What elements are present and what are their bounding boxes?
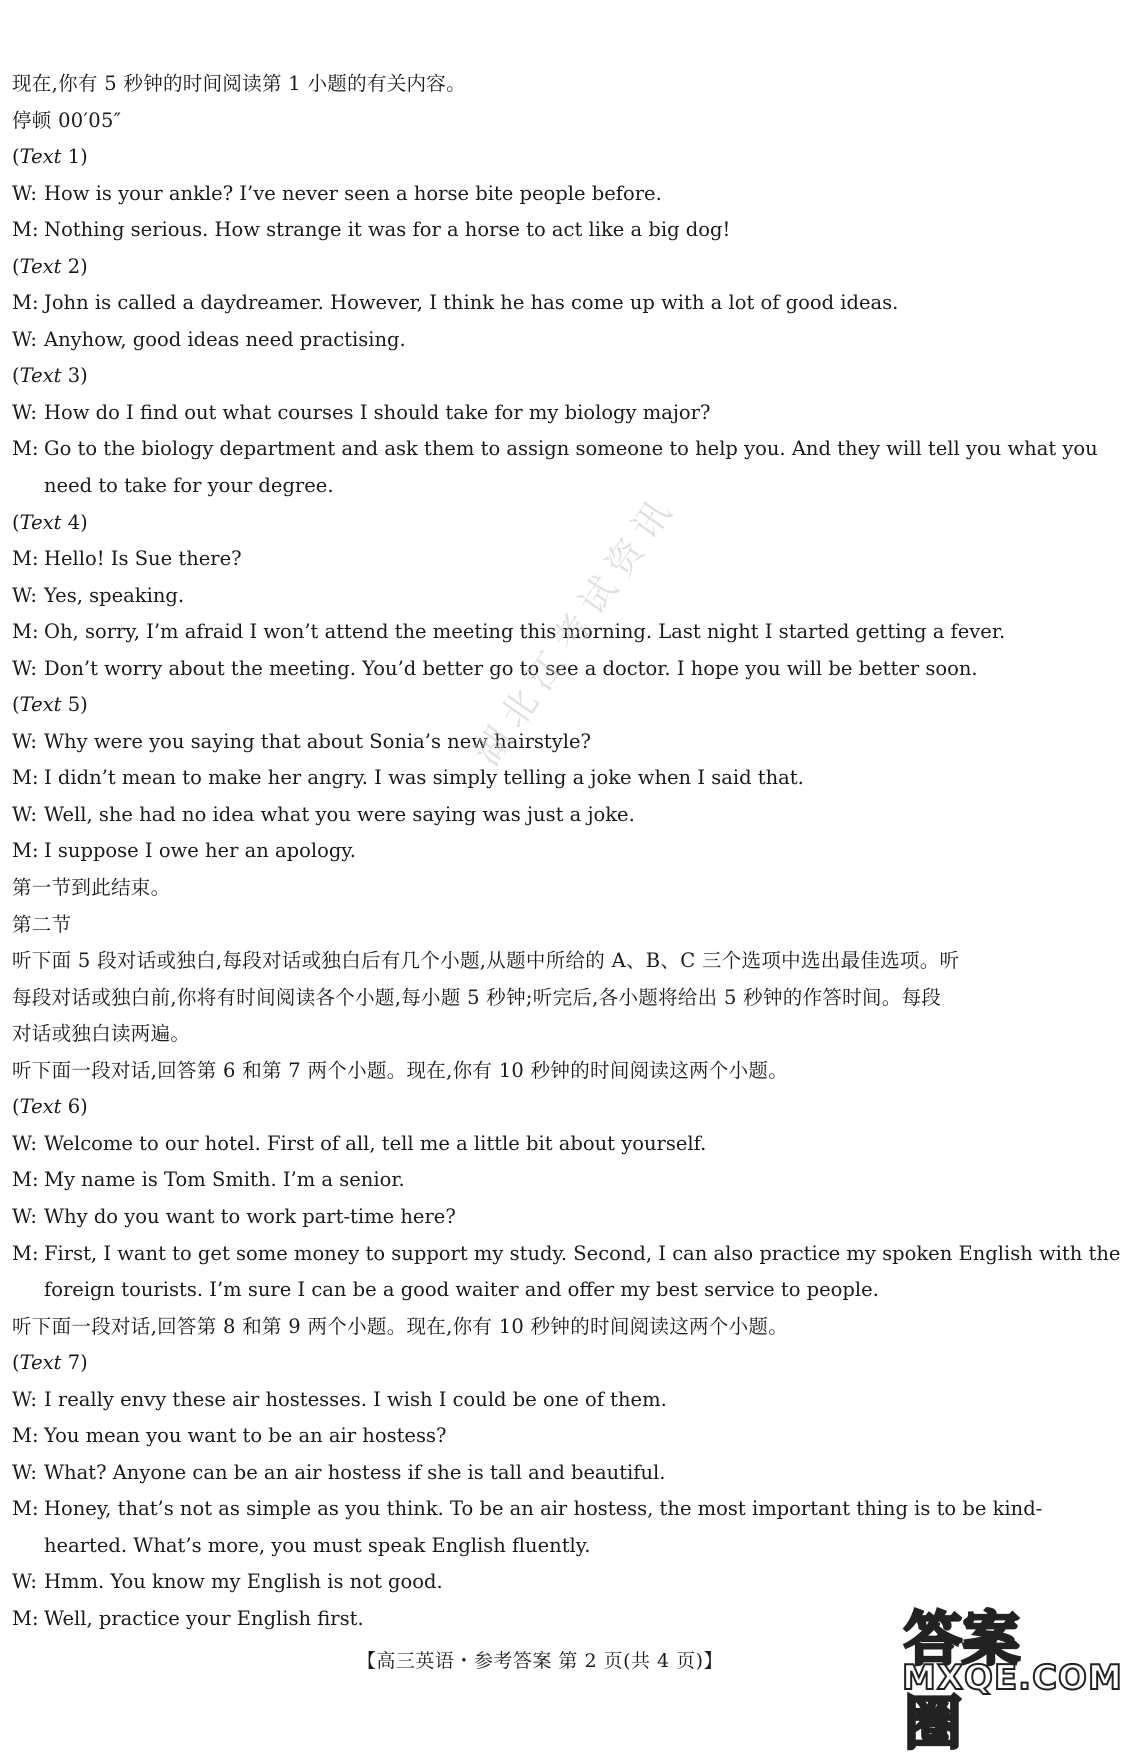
dialogue-continuation: hearted. What’s more, you must speak English fluently. (44, 1533, 591, 1557)
dialogue-line (12, 1236, 1121, 1273)
instruction-line: 听下面一段对话,回答第 8 和第 9 两个小题。现在,你有 10 秒钟的时间阅读这两个小题。 (12, 1314, 789, 1338)
speaker-label: W: (12, 1131, 37, 1155)
speaker-label: M: (12, 291, 39, 315)
text-label-word: Text (19, 254, 62, 278)
dialogue-text: Nothing serious. How strange it was for a horse to act like a big dog! (44, 218, 731, 242)
dialogue-text: How is your ankle? I’ve never seen a horse bite people before. (44, 181, 662, 205)
speaker-label: M: (12, 1606, 39, 1630)
dialogue-line (12, 833, 1072, 870)
text-label: (Text 5) (12, 693, 88, 717)
text-label: (Text 1) (12, 145, 88, 169)
speaker-label: W: (12, 1204, 37, 1228)
dialogue-line (12, 322, 1072, 359)
speaker-label: M: (12, 766, 39, 790)
dialogue-line (12, 1418, 1072, 1455)
dialogue-line (12, 395, 1072, 432)
text-label-word: Text (19, 1095, 62, 1119)
instruction-line: 停顿 00′05″ (12, 108, 122, 132)
instruction-line: 听下面一段对话,回答第 6 和第 7 两个小题。现在,你有 10 秒钟的时间阅读这两个小题。 (12, 1058, 789, 1082)
dialogue-line (12, 212, 1072, 249)
dialogue-line (12, 1382, 1072, 1419)
dialogue-text: Welcome to our hotel. First of all, tell me a little bit about yourself. (44, 1131, 707, 1155)
site-logo (898, 1592, 1123, 1757)
dialogue-line (12, 1455, 1072, 1492)
dialogue-text: Go to the biology department and ask them to assign someone to help you. And they will tell you what you (44, 437, 1098, 461)
instruction-line: 听下面 5 段对话或独白,每段对话或独白后有几个小题,从题中所给的 A、B、C 三个选项中选出最佳选项。听 (12, 949, 960, 973)
dialogue-text: How do I find out what courses I should take for my biology major? (44, 400, 711, 424)
speaker-label: M: (12, 1497, 39, 1521)
speaker-label: M: (12, 547, 39, 571)
dialogue-text: Hmm. You know my English is not good. (44, 1570, 443, 1594)
dialogue-line (12, 578, 1072, 615)
text-label-word: Text (19, 510, 62, 534)
instruction-line: 对话或独白读两遍。 (12, 1022, 191, 1046)
instruction-line: 每段对话或独白前,你将有时间阅读各个小题,每小题 5 秒钟;听完后,各小题将给出 5 秒钟的作答时间。每段 (12, 985, 942, 1009)
logo-top-text: 答案圈 (904, 1605, 1021, 1757)
text-label-number: 3 (67, 364, 81, 388)
dialogue-text: Anyhow, good ideas need practising. (44, 327, 406, 351)
speaker-label: M: (12, 1241, 39, 1265)
dialogue-continuation: need to take for your degree. (44, 474, 334, 498)
text-label: (Text 4) (12, 510, 88, 534)
dialogue-text: John is called a daydreamer. However, I think he has come up with a lot of good ideas. (44, 291, 899, 315)
speaker-label: W: (12, 327, 37, 351)
speaker-label: M: (12, 1168, 39, 1192)
speaker-label: W: (12, 1570, 37, 1594)
dialogue-text: Why do you want to work part-time here? (44, 1204, 456, 1228)
page-footer: 【高三英语・参考答案 第 2 页(共 4 页)】 (356, 1650, 724, 1672)
dialogue-line (12, 724, 1072, 761)
speaker-label: W: (12, 729, 37, 753)
text-label-number: 4 (67, 510, 81, 534)
dialogue-text: Why were you saying that about Sonia’s new hairstyle? (44, 729, 591, 753)
speaker-label: M: (12, 839, 39, 863)
dialogue-text: Well, she had no idea what you were saying was just a joke. (44, 802, 635, 826)
dialogue-text: Don’t worry about the meeting. You’d better go to see a doctor. I hope you will be better soon. (44, 656, 978, 680)
speaker-label: W: (12, 1387, 37, 1411)
speaker-label: W: (12, 802, 37, 826)
dialogue-line (12, 1491, 1072, 1528)
dialogue-line (12, 760, 1072, 797)
dialogue-text: You mean you want to be an air hostess? (44, 1424, 447, 1448)
dialogue-line (12, 431, 1098, 468)
speaker-label: M: (12, 437, 39, 461)
speaker-label: W: (12, 400, 37, 424)
speaker-label: M: (12, 620, 39, 644)
instruction-line: 现在,你有 5 秒钟的时间阅读第 1 小题的有关内容。 (12, 72, 466, 95)
logo-bottom-text: MXQE.COM (902, 1658, 1123, 1698)
dialogue-line (12, 1199, 1072, 1236)
dialogue-line (12, 1162, 1072, 1199)
watermark: 湖北江考试资讯 (466, 485, 685, 774)
text-label-number: 7 (67, 1351, 81, 1375)
text-label: (Text 3) (12, 364, 88, 388)
text-label-word: Text (19, 1351, 62, 1375)
dialogue-line (12, 285, 1072, 322)
text-label-number: 5 (67, 693, 81, 717)
text-label-word: Text (19, 364, 62, 388)
dialogue-text: Well, practice your English first. (44, 1606, 364, 1630)
speaker-label: W: (12, 583, 37, 607)
dialogue-text: Honey, that’s not as simple as you think. To be an air hostess, the most important thing is to be kind- (44, 1497, 1043, 1521)
speaker-label: W: (12, 656, 37, 680)
instruction-line: 第一节到此结束。 (12, 876, 171, 900)
text-label: (Text 6) (12, 1095, 88, 1119)
instruction-line: 第二节 (12, 912, 72, 936)
dialogue-continuation: foreign tourists. I’m sure I can be a good waiter and offer my best service to people. (44, 1278, 879, 1302)
speaker-label: M: (12, 1424, 39, 1448)
dialogue-text: Oh, sorry, I’m afraid I won’t attend the meeting this morning. Last night I started getting a fever. (44, 620, 1006, 644)
dialogue-text: What? Anyone can be an air hostess if she is tall and beautiful. (44, 1460, 666, 1484)
dialogue-text: My name is Tom Smith. I’m a senior. (44, 1168, 405, 1192)
text-label-number: 1 (67, 145, 81, 169)
text-label-word: Text (19, 693, 62, 717)
dialogue-text: I suppose I owe her an apology. (44, 839, 356, 863)
transcript-body (12, 66, 1121, 1638)
text-label-word: Text (19, 145, 62, 169)
dialogue-line (12, 1126, 1072, 1163)
dialogue-line (12, 797, 1072, 834)
dialogue-text: Yes, speaking. (44, 583, 185, 607)
dialogue-text: I really envy these air hostesses. I wish I could be one of them. (44, 1387, 667, 1411)
dialogue-text: I didn’t mean to make her angry. I was simply telling a joke when I said that. (44, 766, 804, 790)
dialogue-line (12, 176, 1072, 213)
speaker-label: M: (12, 218, 39, 242)
text-label: (Text 7) (12, 1351, 88, 1375)
dialogue-text: First, I want to get some money to support my study. Second, I can also practice my spoken English with the (44, 1241, 1121, 1265)
dialogue-line (12, 541, 1072, 578)
speaker-label: W: (12, 181, 37, 205)
speaker-label: W: (12, 1460, 37, 1484)
dialogue-text: Hello! Is Sue there? (44, 547, 242, 571)
text-label: (Text 2) (12, 254, 88, 278)
text-label-number: 6 (67, 1095, 81, 1119)
text-label-number: 2 (67, 254, 81, 278)
